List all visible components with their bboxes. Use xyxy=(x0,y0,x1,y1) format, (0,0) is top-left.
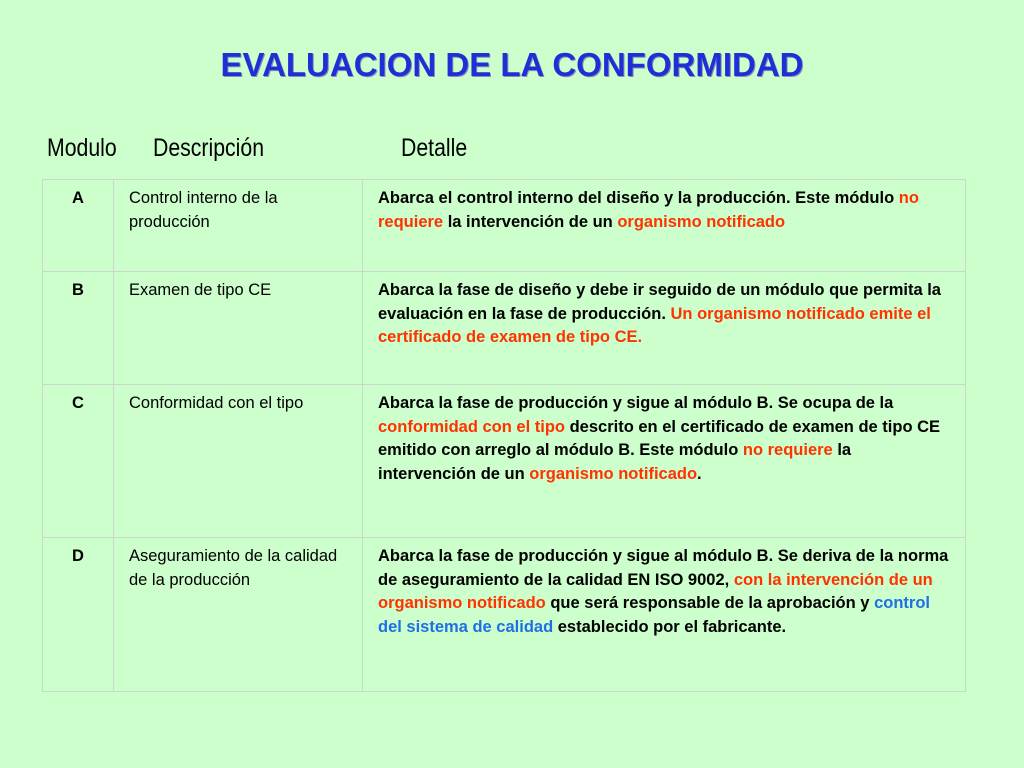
descripcion-cell: Control interno de la producción xyxy=(114,180,363,272)
detalle-text: la intervención de un xyxy=(378,441,852,483)
detalle-text: Abarca la fase de producción y sigue al módulo B. Se deriva de la norma de aseguramiento de la calidad EN ISO 9002, xyxy=(378,547,949,589)
header-detalle: Detalle xyxy=(401,134,468,162)
table-row xyxy=(43,272,966,385)
detalle-highlight: con la intervención de un organismo notificado xyxy=(378,570,933,613)
modulo-cell: A xyxy=(43,180,114,272)
detalle-text: . xyxy=(697,464,702,483)
descripcion-cell: Conformidad con el tipo xyxy=(114,385,363,538)
detalle-text: Abarca la fase de producción y sigue al módulo B. Se ocupa de la xyxy=(378,394,894,412)
detalle-text: descrito en el certificado de examen de tipo CE emitido con arreglo al módulo B. Este módulo xyxy=(378,417,941,460)
page-title: EVALUACION DE LA CONFORMIDAD xyxy=(220,46,804,83)
detalle-text: la intervención de un xyxy=(443,212,618,231)
conformity-table xyxy=(42,179,966,692)
detalle-cell xyxy=(363,180,966,272)
detalle-highlight: no requiere xyxy=(742,441,833,460)
detalle-text: Abarca la fase de diseño y debe ir seguido de un módulo que permita la evaluación en la fase de producción. xyxy=(378,281,941,323)
header-descripcion: Descripción xyxy=(153,134,265,162)
detalle-highlight: organismo notificado xyxy=(529,464,698,483)
detalle-highlight: control del sistema de calidad xyxy=(378,594,930,636)
descripcion-cell: Aseguramiento de la calidad de la producción xyxy=(114,538,363,692)
detalle-text: establecido por el fabricante. xyxy=(553,617,787,636)
detalle-text: Abarca el control interno del diseño y la producción. Este módulo xyxy=(378,189,899,207)
header-modulo: Modulo xyxy=(47,134,117,162)
descripcion-cell: Examen de tipo CE xyxy=(114,272,363,385)
detalle-highlight: Un organismo notificado emite el certificado de examen de tipo CE. xyxy=(378,304,931,347)
detalle-cell xyxy=(363,272,966,385)
detalle-highlight: organismo notificado xyxy=(617,212,786,231)
table-row xyxy=(43,180,966,272)
modulo-cell: C xyxy=(43,385,114,538)
detalle-highlight: conformidad con el tipo xyxy=(378,417,566,436)
detalle-text: que será responsable de la aprobación y xyxy=(545,594,875,613)
detalle-highlight: no requiere xyxy=(378,189,919,231)
table-row xyxy=(43,538,966,692)
modulo-cell: B xyxy=(43,272,114,385)
detalle-cell xyxy=(363,385,966,538)
table-row xyxy=(43,385,966,538)
detalle-cell xyxy=(363,538,966,692)
modulo-cell: D xyxy=(43,538,114,692)
